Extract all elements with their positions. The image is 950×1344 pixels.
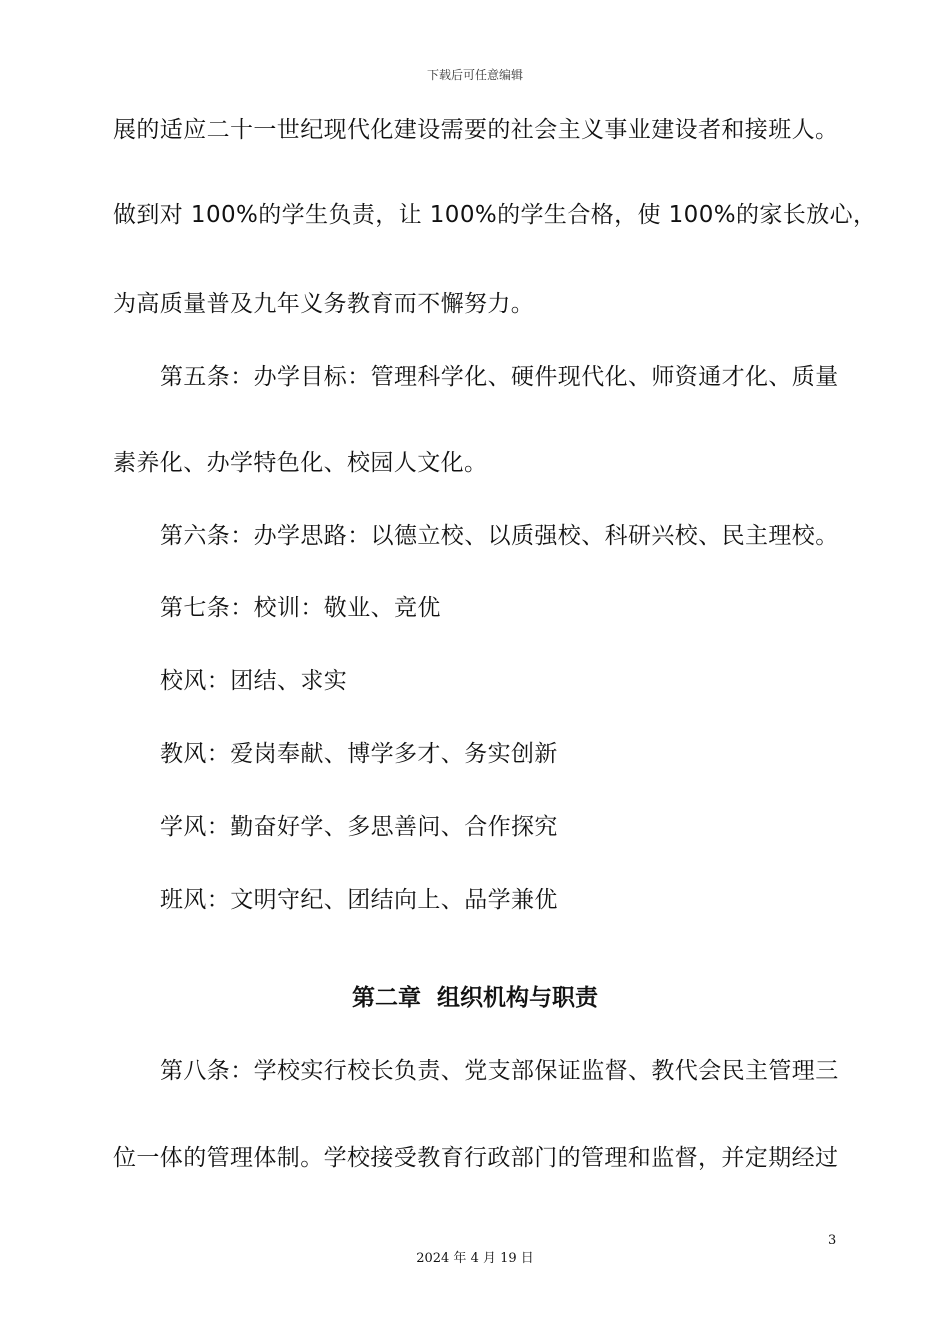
study-style-line: 学风：勤奋好学、多思善问、合作探究 <box>160 814 558 840</box>
footer-date: 2024 年 4 月 19 日 <box>416 1251 534 1266</box>
class-style-line: 班风：文明守纪、团结向上、品学兼优 <box>160 887 558 913</box>
page-number: 3 <box>828 1233 837 1248</box>
body-line: 位一体的管理体制。学校接受教育行政部门的管理和监督，并定期经过 <box>113 1145 839 1171</box>
school-spirit-line: 校风：团结、求实 <box>160 668 348 694</box>
body-line: 为高质量普及九年义务教育而不懈努力。 <box>113 291 535 317</box>
chapter-heading: 第二章 组织机构与职责 <box>351 985 598 1011</box>
article-8-line: 第八条：学校实行校长负责、党支部保证监督、教代会民主管理三 <box>160 1058 839 1084</box>
body-line: 素养化、办学特色化、校园人文化。 <box>113 450 488 476</box>
body-line: 做到对 100%的学生负责，让 100%的学生合格，使 100%的家长放心， <box>113 202 877 228</box>
article-5-line: 第五条：办学目标：管理科学化、硬件现代化、师资通才化、质量 <box>160 364 839 390</box>
page-header: 下载后可任意编辑 <box>426 68 523 82</box>
teaching-style-line: 教风：爱岗奉献、博学多才、务实创新 <box>160 741 558 767</box>
article-6-line: 第六条：办学思路：以德立校、以质强校、科研兴校、民主理校。 <box>160 523 839 549</box>
article-7-line: 第七条：校训：敬业、竞优 <box>160 595 441 621</box>
body-line: 展的适应二十一世纪现代化建设需要的社会主义事业建设者和接班人。 <box>113 117 839 143</box>
